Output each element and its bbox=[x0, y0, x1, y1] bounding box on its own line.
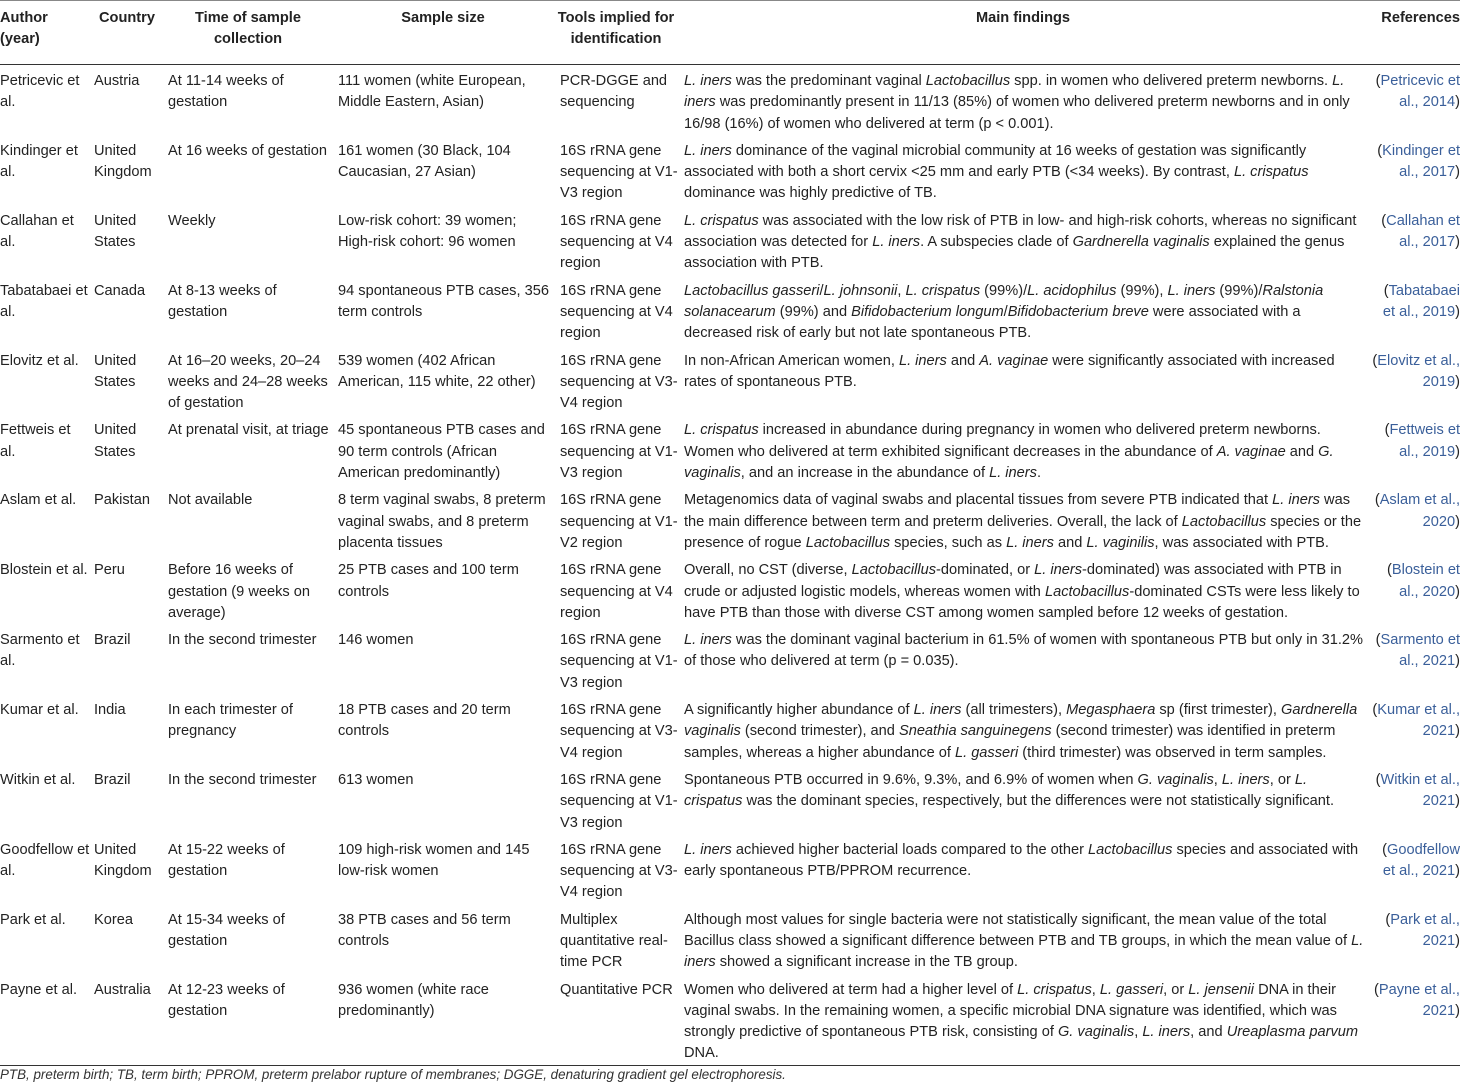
cell-tools: 16S rRNA gene sequencing at V4 region bbox=[554, 554, 678, 624]
cell-author: Sarmento et al. bbox=[0, 624, 90, 694]
cell-time: At 15-22 weeks of gestation bbox=[164, 834, 332, 904]
cell-time: At 16–20 weeks, 20–24 weeks and 24–28 weeks of gestation bbox=[164, 345, 332, 415]
cell-findings: Overall, no CST (diverse, Lactobacillus-dominated, or L. iners-dominated) was associated with PTB in crude or adjusted logistic models, whereas women with Lactobacillus-dominated CSTs were less likely to have PTB than those with diverse CST among women sampled before 12 weeks of gestation. bbox=[678, 554, 1368, 624]
table-footnote: PTB, preterm birth; TB, term birth; PPROM, preterm prelabor rupture of membranes; DGGE, denaturing gradient gel electrophoresis. bbox=[0, 1064, 786, 1085]
cell-author: Payne et al. bbox=[0, 974, 90, 1066]
header-tools: Tools implied for identification bbox=[554, 1, 678, 65]
cell-tools: 16S rRNA gene sequencing at V4 region bbox=[554, 275, 678, 345]
cell-sample-size: 146 women bbox=[332, 624, 554, 694]
cell-country: United States bbox=[90, 205, 164, 275]
cell-sample-size: Low-risk cohort: 39 women; High-risk cohort: 96 women bbox=[332, 205, 554, 275]
cell-time: At prenatal visit, at triage bbox=[164, 414, 332, 484]
cell-reference: (Goodfellow et al., 2021) bbox=[1368, 834, 1460, 904]
cell-author: Tabatabaei et al. bbox=[0, 275, 90, 345]
cell-reference: (Kindinger et al., 2017) bbox=[1368, 135, 1460, 205]
cell-tools: 16S rRNA gene sequencing at V4 region bbox=[554, 205, 678, 275]
cell-reference: (Elovitz et al., 2019) bbox=[1368, 345, 1460, 415]
cell-reference: (Witkin et al., 2021) bbox=[1368, 764, 1460, 834]
cell-sample-size: 45 spontaneous PTB cases and 90 term controls (African American predominantly) bbox=[332, 414, 554, 484]
cell-reference: (Fettweis et al., 2019) bbox=[1368, 414, 1460, 484]
cell-findings: Women who delivered at term had a higher level of L. crispatus, L. gasseri, or L. jensenii DNA in their vaginal swabs. In the remaining women, a specific microbial DNA signature was identified, which was strongly predictive of spontaneous PTB risk, consisting of G. vaginalis, L. iners, and Ureaplasma parvum DNA. bbox=[678, 974, 1368, 1066]
cell-tools: Multiplex quantitative real-time PCR bbox=[554, 904, 678, 974]
cell-reference: (Tabatabaei et al., 2019) bbox=[1368, 275, 1460, 345]
cell-findings: L. crispatus increased in abundance during pregnancy in women who delivered preterm newborns. Women who delivered at term exhibited significant decreases in the abundance of A. vaginae and G. vaginalis, and an increase in the abundance of L. iners. bbox=[678, 414, 1368, 484]
cell-findings: Spontaneous PTB occurred in 9.6%, 9.3%, and 6.9% of women when G. vaginalis, L. iners, or L. crispatus was the dominant species, respectively, but the differences were not statistically significant. bbox=[678, 764, 1368, 834]
cell-time: In each trimester of pregnancy bbox=[164, 694, 332, 764]
reference-link[interactable]: Petricevic et al., 2014 bbox=[1381, 73, 1460, 110]
cell-author: Kindinger et al. bbox=[0, 135, 90, 205]
cell-sample-size: 539 women (402 African American, 115 white, 22 other) bbox=[332, 345, 554, 415]
cell-findings: L. iners achieved higher bacterial loads compared to the other Lactobacillus species and associated with early spontaneous PTB/PPROM recurrence. bbox=[678, 834, 1368, 904]
cell-author: Petricevic et al. bbox=[0, 65, 90, 135]
cell-country: Australia bbox=[90, 974, 164, 1066]
cell-tools: 16S rRNA gene sequencing at V1-V3 region bbox=[554, 414, 678, 484]
cell-author: Witkin et al. bbox=[0, 764, 90, 834]
cell-author: Park et al. bbox=[0, 904, 90, 974]
cell-findings: In non-African American women, L. iners and A. vaginae were significantly associated with increased rates of spontaneous PTB. bbox=[678, 345, 1368, 415]
header-time: Time of sample collection bbox=[164, 1, 332, 65]
cell-reference: (Callahan et al., 2017) bbox=[1368, 205, 1460, 275]
reference-link[interactable]: Blostein et al., 2020 bbox=[1392, 562, 1460, 599]
cell-time: In the second trimester bbox=[164, 764, 332, 834]
reference-link[interactable]: Witkin et al., 2021 bbox=[1381, 772, 1460, 809]
cell-sample-size: 38 PTB cases and 56 term controls bbox=[332, 904, 554, 974]
table-row bbox=[0, 414, 1460, 484]
cell-country: United Kingdom bbox=[90, 135, 164, 205]
cell-country: United States bbox=[90, 414, 164, 484]
reference-link[interactable]: Payne et al., 2021 bbox=[1379, 982, 1460, 1019]
table-row bbox=[0, 974, 1460, 1066]
cell-time: In the second trimester bbox=[164, 624, 332, 694]
reference-link[interactable]: Sarmento et al., 2021 bbox=[1381, 632, 1460, 669]
reference-link[interactable]: Elovitz et al., 2019 bbox=[1377, 353, 1460, 390]
reference-link[interactable]: Tabatabaei et al., 2019 bbox=[1383, 283, 1460, 320]
cell-country: India bbox=[90, 694, 164, 764]
cell-tools: 16S rRNA gene sequencing at V1-V2 region bbox=[554, 484, 678, 554]
table-body bbox=[0, 65, 1460, 1066]
cell-country: Austria bbox=[90, 65, 164, 135]
table-row bbox=[0, 764, 1460, 834]
cell-findings: L. iners dominance of the vaginal microbial community at 16 weeks of gestation was significantly associated with both a short cervix <25 mm and early PTB (<34 weeks). By contrast, L. crispatus dominance was highly predictive of TB. bbox=[678, 135, 1368, 205]
cell-country: Pakistan bbox=[90, 484, 164, 554]
cell-sample-size: 25 PTB cases and 100 term controls bbox=[332, 554, 554, 624]
cell-time: At 8-13 weeks of gestation bbox=[164, 275, 332, 345]
cell-findings: L. iners was the predominant vaginal Lactobacillus spp. in women who delivered preterm newborns. L. iners was predominantly present in 11/13 (85%) of women who delivered preterm newborns and in only 16/98 (16%) of women who delivered at term (p < 0.001). bbox=[678, 65, 1368, 135]
table-row bbox=[0, 624, 1460, 694]
cell-reference: (Sarmento et al., 2021) bbox=[1368, 624, 1460, 694]
cell-findings: Metagenomics data of vaginal swabs and placental tissues from severe PTB indicated that L. iners was the main difference between term and preterm deliveries. Overall, the lack of Lactobacillus species or the presence of rogue Lactobacillus species, such as L. iners and L. vaginilis, was associated with PTB. bbox=[678, 484, 1368, 554]
table-row bbox=[0, 345, 1460, 415]
cell-findings: L. crispatus was associated with the low risk of PTB in low- and high-risk cohorts, whereas no significant association was detected for L. iners. A subspecies clade of Gardnerella vaginalis explained the genus association with PTB. bbox=[678, 205, 1368, 275]
cell-reference: (Kumar et al., 2021) bbox=[1368, 694, 1460, 764]
cell-country: Canada bbox=[90, 275, 164, 345]
reference-link[interactable]: Kindinger et al., 2017 bbox=[1382, 143, 1460, 180]
cell-sample-size: 936 women (white race predominantly) bbox=[332, 974, 554, 1066]
cell-country: Brazil bbox=[90, 624, 164, 694]
cell-tools: PCR-DGGE and sequencing bbox=[554, 65, 678, 135]
cell-sample-size: 161 women (30 Black, 104 Caucasian, 27 Asian) bbox=[332, 135, 554, 205]
table-row bbox=[0, 275, 1460, 345]
cell-country: Peru bbox=[90, 554, 164, 624]
table-row bbox=[0, 205, 1460, 275]
cell-findings: Lactobacillus gasseri/L. johnsonii, L. crispatus (99%)/L. acidophilus (99%), L. iners (99%)/Ralstonia solanacearum (99%) and Bifidobacterium longum/Bifidobacterium breve were associated with a decreased risk of early but not late spontaneous PTB. bbox=[678, 275, 1368, 345]
cell-country: Korea bbox=[90, 904, 164, 974]
header-country: Country bbox=[90, 1, 164, 65]
cell-author: Goodfellow et al. bbox=[0, 834, 90, 904]
cell-country: United Kingdom bbox=[90, 834, 164, 904]
table-header bbox=[0, 1, 1460, 65]
cell-tools: 16S rRNA gene sequencing at V1-V3 region bbox=[554, 764, 678, 834]
cell-tools: 16S rRNA gene sequencing at V3-V4 region bbox=[554, 834, 678, 904]
cell-findings: L. iners was the dominant vaginal bacterium in 61.5% of women with spontaneous PTB but only in 31.2% of those who delivered at term (p = 0.035). bbox=[678, 624, 1368, 694]
cell-reference: (Aslam et al., 2020) bbox=[1368, 484, 1460, 554]
cell-author: Blostein et al. bbox=[0, 554, 90, 624]
reference-link[interactable]: Goodfellow et al., 2021 bbox=[1383, 842, 1460, 879]
reference-link[interactable]: Fettweis et al., 2019 bbox=[1389, 422, 1460, 459]
cell-time: At 12-23 weeks of gestation bbox=[164, 974, 332, 1066]
table-row bbox=[0, 694, 1460, 764]
cell-tools: 16S rRNA gene sequencing at V1-V3 region bbox=[554, 624, 678, 694]
cell-author: Kumar et al. bbox=[0, 694, 90, 764]
header-findings: Main findings bbox=[678, 1, 1368, 65]
cell-author: Elovitz et al. bbox=[0, 345, 90, 415]
reference-link[interactable]: Kumar et al., 2021 bbox=[1377, 702, 1460, 739]
reference-link[interactable]: Park et al., 2021 bbox=[1390, 912, 1460, 949]
cell-sample-size: 111 women (white European, Middle Eastern, Asian) bbox=[332, 65, 554, 135]
table-row bbox=[0, 834, 1460, 904]
cell-time: Weekly bbox=[164, 205, 332, 275]
cell-time: At 16 weeks of gestation bbox=[164, 135, 332, 205]
table-row bbox=[0, 484, 1460, 554]
cell-tools: 16S rRNA gene sequencing at V3-V4 region bbox=[554, 694, 678, 764]
table-row bbox=[0, 135, 1460, 205]
cell-time: Not available bbox=[164, 484, 332, 554]
cell-time: At 11-14 weeks of gestation bbox=[164, 65, 332, 135]
cell-tools: Quantitative PCR bbox=[554, 974, 678, 1066]
cell-author: Fettweis et al. bbox=[0, 414, 90, 484]
table-row bbox=[0, 65, 1460, 135]
header-references: References bbox=[1368, 1, 1460, 65]
cell-findings: A significantly higher abundance of L. iners (all trimesters), Megasphaera sp (first trimester), Gardnerella vaginalis (second trimester), and Sneathia sanguinegens (second trimester) was identified in preterm samples, whereas a higher abundance of L. gasseri (third trimester) was observed in term samples. bbox=[678, 694, 1368, 764]
reference-link[interactable]: Callahan et al., 2017 bbox=[1386, 213, 1460, 250]
cell-sample-size: 18 PTB cases and 20 term controls bbox=[332, 694, 554, 764]
cell-sample-size: 8 term vaginal swabs, 8 preterm vaginal swabs, and 8 preterm placenta tissues bbox=[332, 484, 554, 554]
reference-link[interactable]: Aslam et al., 2020 bbox=[1380, 492, 1460, 529]
cell-reference: (Payne et al., 2021) bbox=[1368, 974, 1460, 1066]
header-author: Author (year) bbox=[0, 1, 90, 65]
cell-author: Callahan et al. bbox=[0, 205, 90, 275]
cell-sample-size: 613 women bbox=[332, 764, 554, 834]
cell-tools: 16S rRNA gene sequencing at V1-V3 region bbox=[554, 135, 678, 205]
header-sample-size: Sample size bbox=[332, 1, 554, 65]
cell-country: United States bbox=[90, 345, 164, 415]
cell-sample-size: 94 spontaneous PTB cases, 356 term controls bbox=[332, 275, 554, 345]
cell-author: Aslam et al. bbox=[0, 484, 90, 554]
cell-reference: (Petricevic et al., 2014) bbox=[1368, 65, 1460, 135]
cell-country: Brazil bbox=[90, 764, 164, 834]
table-row bbox=[0, 554, 1460, 624]
table-row bbox=[0, 904, 1460, 974]
cell-time: At 15-34 weeks of gestation bbox=[164, 904, 332, 974]
cell-reference: (Blostein et al., 2020) bbox=[1368, 554, 1460, 624]
cell-findings: Although most values for single bacteria were not statistically significant, the mean value of the total Bacillus class showed a significant difference between PTB and TB groups, in which the mean value of L. iners showed a significant increase in the TB group. bbox=[678, 904, 1368, 974]
cell-sample-size: 109 high-risk women and 145 low-risk women bbox=[332, 834, 554, 904]
cell-tools: 16S rRNA gene sequencing at V3-V4 region bbox=[554, 345, 678, 415]
cell-reference: (Park et al., 2021) bbox=[1368, 904, 1460, 974]
cell-time: Before 16 weeks of gestation (9 weeks on average) bbox=[164, 554, 332, 624]
